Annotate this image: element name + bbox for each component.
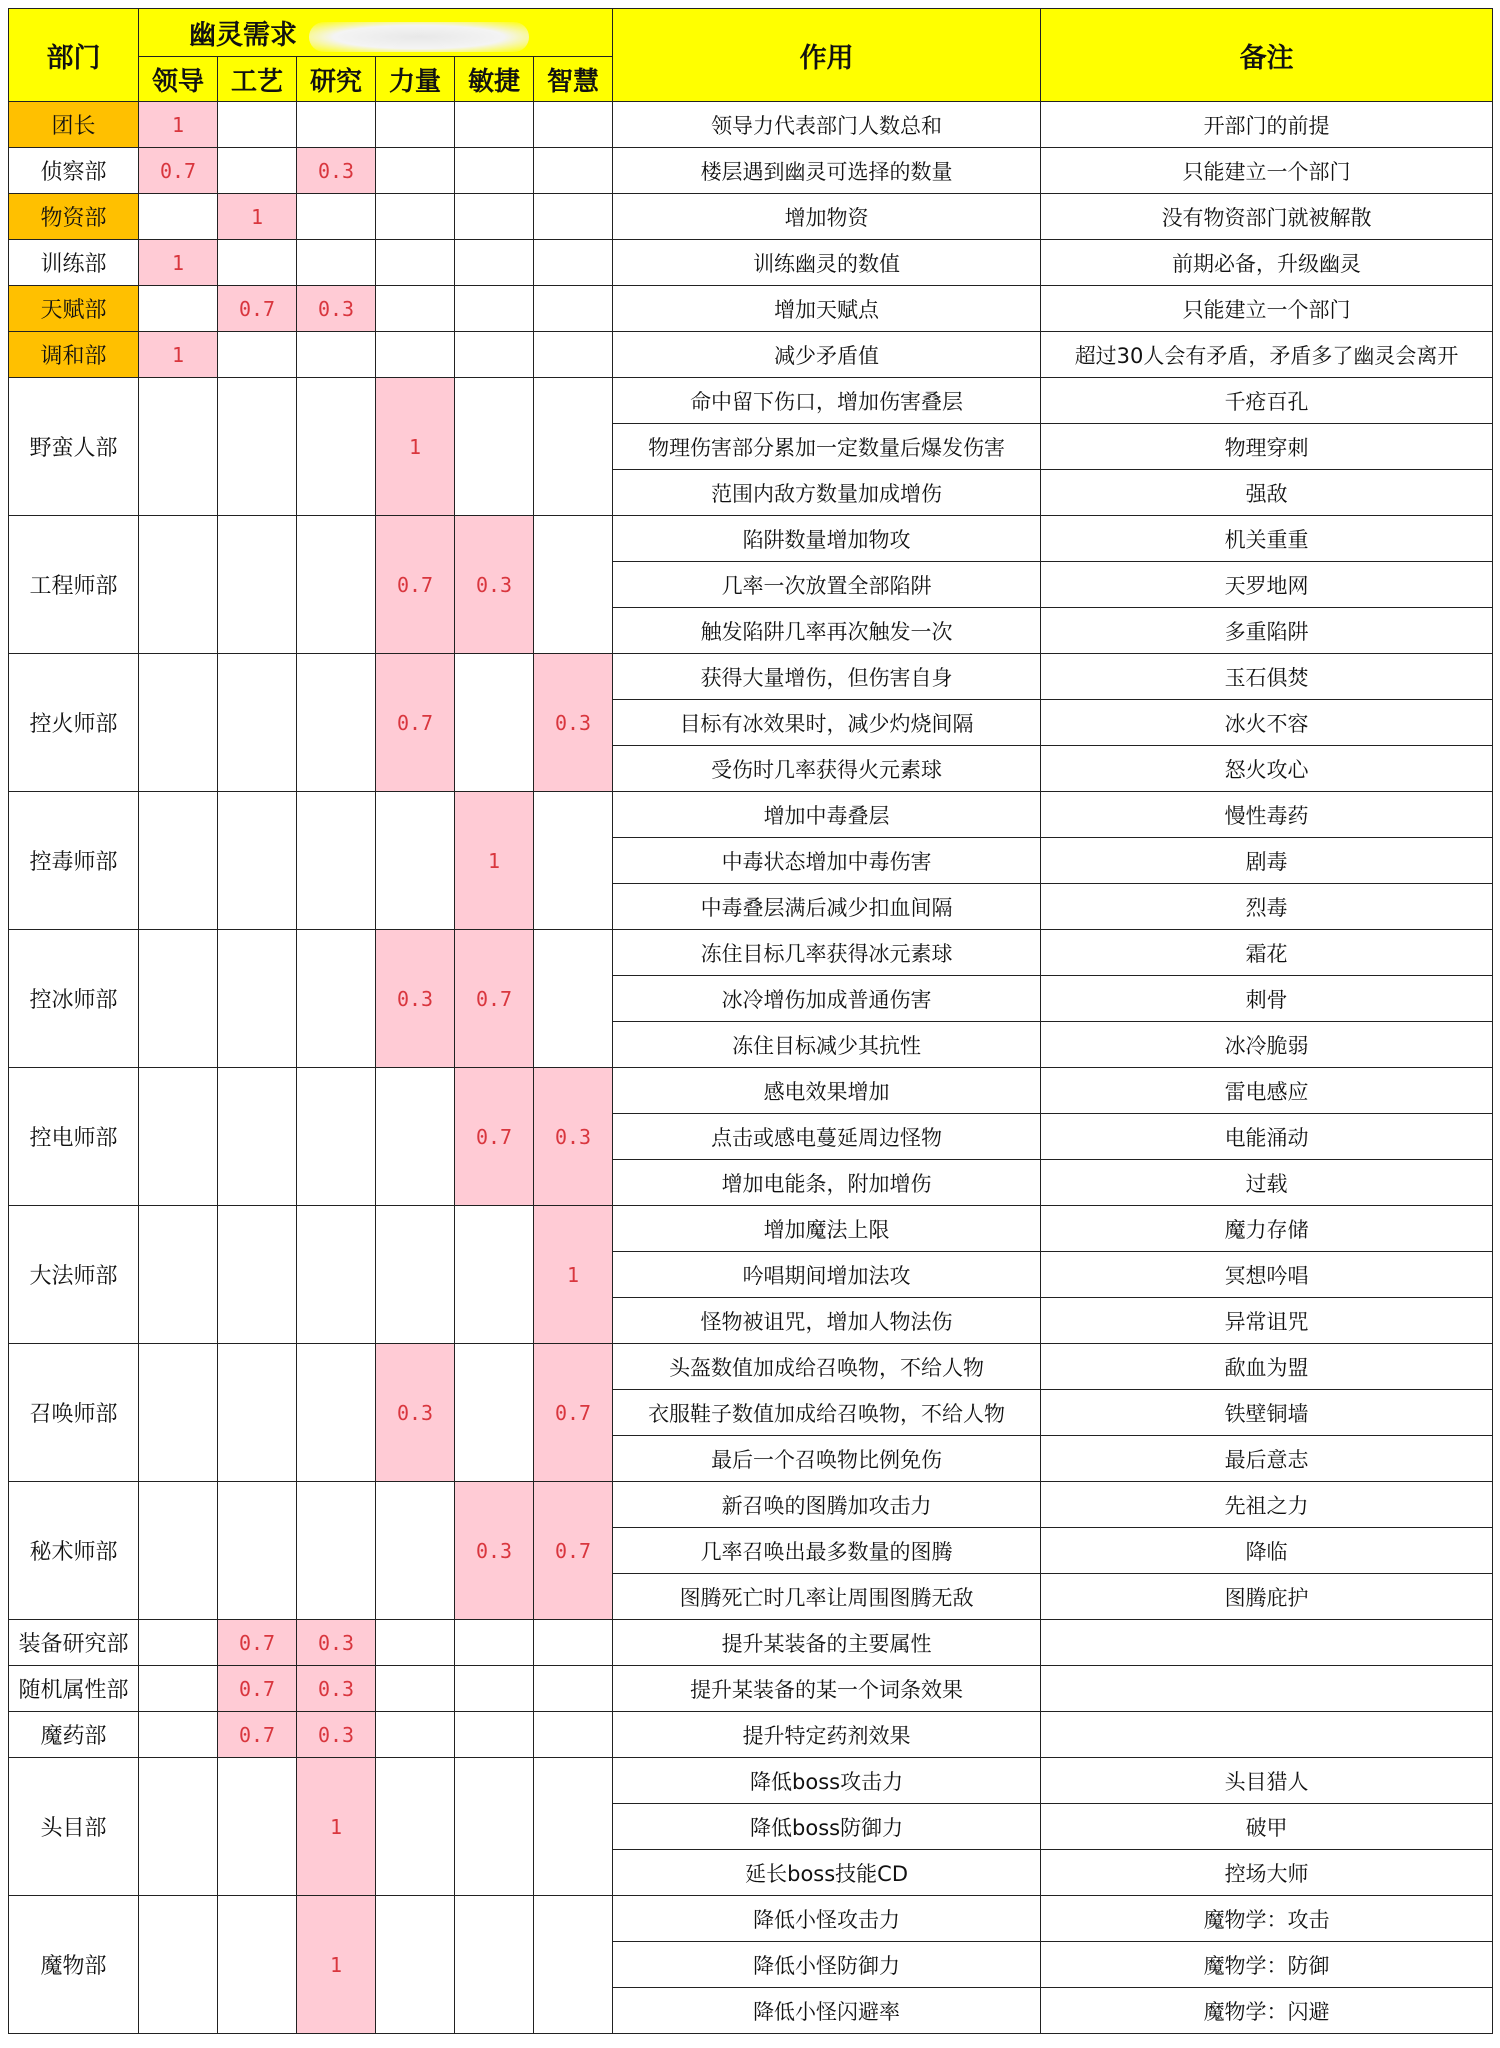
header-attr-wisdom: 智慧	[534, 57, 613, 102]
blurred-redaction	[309, 22, 529, 52]
attr-value-cell[interactable]	[139, 1712, 218, 1758]
note-cell[interactable]: 机关重重	[1041, 516, 1493, 562]
note-cell[interactable]	[1041, 1620, 1493, 1666]
effect-cell[interactable]: 头盔数值加成给召唤物，不给人物	[613, 1344, 1041, 1390]
attr-value-cell[interactable]	[534, 516, 613, 654]
attr-value-cell[interactable]	[139, 654, 218, 792]
attr-value-cell[interactable]: 0.3	[376, 1344, 455, 1482]
note-cell[interactable]: 烈毒	[1041, 884, 1493, 930]
note-cell[interactable]: 只能建立一个部门	[1041, 148, 1493, 194]
dept-name-cell[interactable]: 野蛮人部	[9, 378, 139, 516]
attr-value-cell[interactable]	[297, 102, 376, 148]
note-cell[interactable]: 铁壁铜墙	[1041, 1390, 1493, 1436]
attr-value-cell[interactable]: 0.3	[297, 286, 376, 332]
attr-value-cell[interactable]	[297, 654, 376, 792]
attr-value-cell[interactable]	[534, 286, 613, 332]
attr-value-cell[interactable]	[297, 1068, 376, 1206]
dept-name-cell[interactable]: 魔药部	[9, 1712, 139, 1758]
note-cell[interactable]: 霜花	[1041, 930, 1493, 976]
effect-cell[interactable]: 中毒状态增加中毒伤害	[613, 838, 1041, 884]
attr-value-cell[interactable]: 0.7	[376, 654, 455, 792]
dept-name-cell[interactable]: 训练部	[9, 240, 139, 286]
note-cell[interactable]: 魔物学：攻击	[1041, 1896, 1493, 1942]
attr-value-cell[interactable]	[139, 1482, 218, 1620]
table-row	[9, 1712, 1493, 1758]
attr-value-cell[interactable]: 1	[139, 240, 218, 286]
note-cell[interactable]: 控场大师	[1041, 1850, 1493, 1896]
table-row	[9, 1896, 1493, 1942]
note-cell[interactable]: 冰火不容	[1041, 700, 1493, 746]
attr-value-cell[interactable]: 1	[297, 1896, 376, 2034]
effect-cell[interactable]: 冰冷增伤加成普通伤害	[613, 976, 1041, 1022]
effect-cell[interactable]: 降低boss防御力	[613, 1804, 1041, 1850]
dept-name-cell[interactable]: 工程师部	[9, 516, 139, 654]
attr-value-cell[interactable]	[534, 102, 613, 148]
effect-cell[interactable]: 延长boss技能CD	[613, 1850, 1041, 1896]
attr-value-cell[interactable]	[218, 1482, 297, 1620]
note-cell[interactable]: 刺骨	[1041, 976, 1493, 1022]
attr-value-cell[interactable]	[139, 378, 218, 516]
dept-name-cell[interactable]: 调和部	[9, 332, 139, 378]
attr-value-cell[interactable]	[218, 240, 297, 286]
attr-value-cell[interactable]	[534, 1896, 613, 2034]
attr-value-cell[interactable]	[218, 1896, 297, 2034]
note-cell[interactable]: 慢性毒药	[1041, 792, 1493, 838]
table-row	[9, 194, 1493, 240]
ghost-needs-label: 幽灵需求	[189, 20, 297, 51]
header-note: 备注	[1041, 9, 1493, 102]
attr-value-cell[interactable]	[139, 194, 218, 240]
attr-value-cell[interactable]	[534, 194, 613, 240]
attr-value-cell[interactable]	[455, 240, 534, 286]
effect-cell[interactable]: 获得大量增伤，但伤害自身	[613, 654, 1041, 700]
attr-value-cell[interactable]	[455, 1666, 534, 1712]
note-cell[interactable]: 前期必备，升级幽灵	[1041, 240, 1493, 286]
table-row	[9, 792, 1493, 838]
attr-value-cell[interactable]: 0.3	[376, 930, 455, 1068]
attr-value-cell[interactable]: 0.3	[534, 1068, 613, 1206]
table-row	[9, 1068, 1493, 1114]
attr-value-cell[interactable]: 1	[376, 378, 455, 516]
attr-value-cell[interactable]	[376, 1712, 455, 1758]
note-cell[interactable]: 天罗地网	[1041, 562, 1493, 608]
attr-value-cell[interactable]	[376, 1068, 455, 1206]
attr-value-cell[interactable]: 0.7	[218, 1620, 297, 1666]
header-attr-research: 研究	[297, 57, 376, 102]
attr-value-cell[interactable]	[297, 1482, 376, 1620]
attr-value-cell[interactable]: 0.3	[455, 516, 534, 654]
effect-cell[interactable]: 几率召唤出最多数量的图腾	[613, 1528, 1041, 1574]
header-attr-agility: 敏捷	[455, 57, 534, 102]
table-row	[9, 148, 1493, 194]
note-cell[interactable]: 玉石俱焚	[1041, 654, 1493, 700]
attr-value-cell[interactable]: 0.3	[455, 1482, 534, 1620]
note-cell[interactable]: 图腾庇护	[1041, 1574, 1493, 1620]
dept-name-cell[interactable]: 召唤师部	[9, 1344, 139, 1482]
attr-value-cell[interactable]: 0.7	[534, 1482, 613, 1620]
attr-value-cell[interactable]	[139, 1620, 218, 1666]
effect-cell[interactable]: 增加电能条，附加增伤	[613, 1160, 1041, 1206]
attr-value-cell[interactable]	[455, 1712, 534, 1758]
table-body	[9, 102, 1493, 2034]
effect-cell[interactable]: 降低boss攻击力	[613, 1758, 1041, 1804]
table-row	[9, 1206, 1493, 1252]
effect-cell[interactable]: 提升特定药剂效果	[613, 1712, 1041, 1758]
note-cell[interactable]: 先祖之力	[1041, 1482, 1493, 1528]
header-ghost-needs	[139, 9, 613, 57]
attr-value-cell[interactable]	[455, 1206, 534, 1344]
attr-value-cell[interactable]	[297, 332, 376, 378]
attr-value-cell[interactable]	[297, 930, 376, 1068]
attr-value-cell[interactable]: 0.3	[297, 1666, 376, 1712]
note-cell[interactable]: 最后意志	[1041, 1436, 1493, 1482]
dept-name-cell[interactable]: 物资部	[9, 194, 139, 240]
attr-value-cell[interactable]: 0.7	[376, 516, 455, 654]
spreadsheet	[8, 8, 1493, 2034]
attr-value-cell[interactable]	[297, 1206, 376, 1344]
table-row	[9, 378, 1493, 424]
dept-name-cell[interactable]: 大法师部	[9, 1206, 139, 1344]
effect-cell[interactable]: 最后一个召唤物比例免伤	[613, 1436, 1041, 1482]
attr-value-cell[interactable]	[534, 378, 613, 516]
attr-value-cell[interactable]	[455, 1758, 534, 1896]
effect-cell[interactable]: 增加中毒叠层	[613, 792, 1041, 838]
table-row	[9, 102, 1493, 148]
attr-value-cell[interactable]	[534, 930, 613, 1068]
dept-name-cell[interactable]: 控毒师部	[9, 792, 139, 930]
effect-cell[interactable]: 冻住目标减少其抗性	[613, 1022, 1041, 1068]
effect-cell[interactable]: 减少矛盾值	[613, 332, 1041, 378]
attr-value-cell[interactable]	[455, 1896, 534, 2034]
effect-cell[interactable]: 范围内敌方数量加成增伤	[613, 470, 1041, 516]
attr-value-cell[interactable]	[139, 930, 218, 1068]
attr-value-cell[interactable]: 0.3	[297, 1620, 376, 1666]
attr-value-cell[interactable]	[218, 332, 297, 378]
header-attr-strength: 力量	[376, 57, 455, 102]
attr-value-cell[interactable]: 1	[139, 332, 218, 378]
effect-cell[interactable]: 图腾死亡时几率让周围图腾无敌	[613, 1574, 1041, 1620]
effect-cell[interactable]: 训练幽灵的数值	[613, 240, 1041, 286]
note-cell[interactable]	[1041, 1712, 1493, 1758]
attr-value-cell[interactable]: 1	[139, 102, 218, 148]
note-cell[interactable]: 千疮百孔	[1041, 378, 1493, 424]
attr-value-cell[interactable]	[455, 102, 534, 148]
note-cell[interactable]: 魔力存储	[1041, 1206, 1493, 1252]
attr-value-cell[interactable]	[139, 1666, 218, 1712]
table-row	[9, 1666, 1493, 1712]
table-row	[9, 930, 1493, 976]
dept-name-cell[interactable]: 控冰师部	[9, 930, 139, 1068]
note-cell[interactable]: 魔物学：闪避	[1041, 1988, 1493, 2034]
attr-value-cell[interactable]	[139, 1344, 218, 1482]
table-row	[9, 286, 1493, 332]
attr-value-cell[interactable]	[376, 1620, 455, 1666]
effect-cell[interactable]: 几率一次放置全部陷阱	[613, 562, 1041, 608]
attr-value-cell[interactable]: 1	[297, 1758, 376, 1896]
note-cell[interactable]: 头目猎人	[1041, 1758, 1493, 1804]
note-cell[interactable]	[1041, 1666, 1493, 1712]
note-cell[interactable]: 歃血为盟	[1041, 1344, 1493, 1390]
attr-value-cell[interactable]	[455, 378, 534, 516]
attr-value-cell[interactable]: 0.3	[297, 148, 376, 194]
effect-cell[interactable]: 提升某装备的某一个词条效果	[613, 1666, 1041, 1712]
note-cell[interactable]: 怒火攻心	[1041, 746, 1493, 792]
attr-value-cell[interactable]	[218, 516, 297, 654]
department-table	[8, 8, 1493, 2034]
attr-value-cell[interactable]	[218, 930, 297, 1068]
attr-value-cell[interactable]	[297, 194, 376, 240]
header-dept: 部门	[9, 9, 139, 102]
table-row	[9, 1482, 1493, 1528]
attr-value-cell[interactable]: 1	[534, 1206, 613, 1344]
attr-value-cell[interactable]	[534, 148, 613, 194]
note-cell[interactable]: 冰冷脆弱	[1041, 1022, 1493, 1068]
effect-cell[interactable]: 陷阱数量增加物攻	[613, 516, 1041, 562]
attr-value-cell[interactable]	[139, 286, 218, 332]
attr-value-cell[interactable]: 0.7	[218, 286, 297, 332]
attr-value-cell[interactable]	[139, 1896, 218, 2034]
header-effect: 作用	[613, 9, 1041, 102]
attr-value-cell[interactable]	[534, 1620, 613, 1666]
note-cell[interactable]: 电能涌动	[1041, 1114, 1493, 1160]
attr-value-cell[interactable]	[297, 516, 376, 654]
attr-value-cell[interactable]	[455, 1344, 534, 1482]
attr-value-cell[interactable]	[534, 332, 613, 378]
attr-value-cell[interactable]	[218, 378, 297, 516]
attr-value-cell[interactable]	[376, 1206, 455, 1344]
attr-value-cell[interactable]	[218, 1344, 297, 1482]
attr-value-cell[interactable]	[376, 1758, 455, 1896]
effect-cell[interactable]: 增加魔法上限	[613, 1206, 1041, 1252]
note-cell[interactable]: 魔物学：防御	[1041, 1942, 1493, 1988]
effect-cell[interactable]: 目标有冰效果时，减少灼烧间隔	[613, 700, 1041, 746]
dept-name-cell[interactable]: 控火师部	[9, 654, 139, 792]
table-row	[9, 1344, 1493, 1390]
attr-value-cell[interactable]: 0.7	[534, 1344, 613, 1482]
effect-cell[interactable]: 楼层遇到幽灵可选择的数量	[613, 148, 1041, 194]
attr-value-cell[interactable]	[218, 792, 297, 930]
attr-value-cell[interactable]	[534, 1758, 613, 1896]
dept-name-cell[interactable]: 随机属性部	[9, 1666, 139, 1712]
attr-value-cell[interactable]	[376, 148, 455, 194]
effect-cell[interactable]: 怪物被诅咒，增加人物法伤	[613, 1298, 1041, 1344]
header-attr-craft: 工艺	[218, 57, 297, 102]
attr-value-cell[interactable]	[139, 516, 218, 654]
dept-name-cell[interactable]: 头目部	[9, 1758, 139, 1896]
effect-cell[interactable]: 点击或感电蔓延周边怪物	[613, 1114, 1041, 1160]
header-attr-leadership: 领导	[139, 57, 218, 102]
attr-value-cell[interactable]	[376, 1666, 455, 1712]
attr-value-cell[interactable]: 0.7	[455, 930, 534, 1068]
attr-value-cell[interactable]	[376, 240, 455, 286]
effect-cell[interactable]: 新召唤的图腾加攻击力	[613, 1482, 1041, 1528]
attr-value-cell[interactable]	[139, 1758, 218, 1896]
attr-value-cell[interactable]	[376, 1896, 455, 2034]
attr-value-cell[interactable]: 0.7	[218, 1712, 297, 1758]
attr-value-cell[interactable]	[455, 148, 534, 194]
dept-name-cell[interactable]: 团长	[9, 102, 139, 148]
attr-value-cell[interactable]	[218, 1206, 297, 1344]
note-cell[interactable]: 开部门的前提	[1041, 102, 1493, 148]
attr-value-cell[interactable]	[376, 102, 455, 148]
attr-value-cell[interactable]: 0.7	[455, 1068, 534, 1206]
table-row	[9, 1758, 1493, 1804]
effect-cell[interactable]: 命中留下伤口，增加伤害叠层	[613, 378, 1041, 424]
attr-value-cell[interactable]	[218, 1758, 297, 1896]
dept-name-cell[interactable]: 秘术师部	[9, 1482, 139, 1620]
attr-value-cell[interactable]: 0.7	[218, 1666, 297, 1712]
attr-value-cell[interactable]: 0.3	[297, 1712, 376, 1758]
effect-cell[interactable]: 领导力代表部门人数总和	[613, 102, 1041, 148]
table-row	[9, 516, 1493, 562]
attr-value-cell[interactable]	[455, 332, 534, 378]
effect-cell[interactable]: 触发陷阱几率再次触发一次	[613, 608, 1041, 654]
dept-name-cell[interactable]: 侦察部	[9, 148, 139, 194]
note-cell[interactable]: 物理穿刺	[1041, 424, 1493, 470]
table-row	[9, 332, 1493, 378]
note-cell[interactable]: 剧毒	[1041, 838, 1493, 884]
attr-value-cell[interactable]: 1	[455, 792, 534, 930]
dept-name-cell[interactable]: 天赋部	[9, 286, 139, 332]
attr-value-cell[interactable]	[534, 240, 613, 286]
attr-value-cell[interactable]: 0.3	[534, 654, 613, 792]
dept-name-cell[interactable]: 魔物部	[9, 1896, 139, 2034]
dept-name-cell[interactable]: 装备研究部	[9, 1620, 139, 1666]
effect-cell[interactable]: 吟唱期间增加法攻	[613, 1252, 1041, 1298]
table-row	[9, 240, 1493, 286]
effect-cell[interactable]: 增加物资	[613, 194, 1041, 240]
effect-cell[interactable]: 增加天赋点	[613, 286, 1041, 332]
effect-cell[interactable]: 衣服鞋子数值加成给召唤物，不给人物	[613, 1390, 1041, 1436]
attr-value-cell[interactable]	[139, 792, 218, 930]
note-cell[interactable]: 降临	[1041, 1528, 1493, 1574]
attr-value-cell[interactable]	[534, 792, 613, 930]
note-cell[interactable]: 过载	[1041, 1160, 1493, 1206]
dept-name-cell[interactable]: 控电师部	[9, 1068, 139, 1206]
attr-value-cell[interactable]	[534, 1712, 613, 1758]
note-cell[interactable]: 只能建立一个部门	[1041, 286, 1493, 332]
effect-cell[interactable]: 降低小怪攻击力	[613, 1896, 1041, 1942]
effect-cell[interactable]: 受伤时几率获得火元素球	[613, 746, 1041, 792]
note-cell[interactable]: 雷电感应	[1041, 1068, 1493, 1114]
attr-value-cell[interactable]	[455, 654, 534, 792]
attr-value-cell[interactable]: 1	[218, 194, 297, 240]
attr-value-cell[interactable]	[218, 654, 297, 792]
attr-value-cell[interactable]	[297, 792, 376, 930]
note-cell[interactable]: 多重陷阱	[1041, 608, 1493, 654]
table-row	[9, 1620, 1493, 1666]
attr-value-cell[interactable]	[376, 792, 455, 930]
effect-cell[interactable]: 降低小怪闪避率	[613, 1988, 1041, 2034]
effect-cell[interactable]: 中毒叠层满后减少扣血间隔	[613, 884, 1041, 930]
table-row	[9, 654, 1493, 700]
effect-cell[interactable]: 物理伤害部分累加一定数量后爆发伤害	[613, 424, 1041, 470]
attr-value-cell[interactable]	[455, 194, 534, 240]
note-cell[interactable]: 强敌	[1041, 470, 1493, 516]
attr-value-cell[interactable]	[218, 1068, 297, 1206]
effect-cell[interactable]: 感电效果增加	[613, 1068, 1041, 1114]
note-cell[interactable]: 冥想吟唱	[1041, 1252, 1493, 1298]
attr-value-cell[interactable]	[455, 286, 534, 332]
effect-cell[interactable]: 降低小怪防御力	[613, 1942, 1041, 1988]
attr-value-cell[interactable]	[376, 194, 455, 240]
effect-cell[interactable]: 冻住目标几率获得冰元素球	[613, 930, 1041, 976]
attr-value-cell[interactable]	[376, 1482, 455, 1620]
note-cell[interactable]: 没有物资部门就被解散	[1041, 194, 1493, 240]
attr-value-cell[interactable]	[218, 148, 297, 194]
note-cell[interactable]: 异常诅咒	[1041, 1298, 1493, 1344]
effect-cell[interactable]: 提升某装备的主要属性	[613, 1620, 1041, 1666]
attr-value-cell[interactable]	[297, 378, 376, 516]
attr-value-cell[interactable]	[218, 102, 297, 148]
attr-value-cell[interactable]	[455, 1620, 534, 1666]
attr-value-cell[interactable]: 0.7	[139, 148, 218, 194]
note-cell[interactable]: 超过30人会有矛盾，矛盾多了幽灵会离开	[1041, 332, 1493, 378]
attr-value-cell[interactable]	[534, 1666, 613, 1712]
attr-value-cell[interactable]	[139, 1206, 218, 1344]
attr-value-cell[interactable]	[376, 286, 455, 332]
attr-value-cell[interactable]	[376, 332, 455, 378]
attr-value-cell[interactable]	[139, 1068, 218, 1206]
note-cell[interactable]: 破甲	[1041, 1804, 1493, 1850]
attr-value-cell[interactable]	[297, 1344, 376, 1482]
attr-value-cell[interactable]	[297, 240, 376, 286]
